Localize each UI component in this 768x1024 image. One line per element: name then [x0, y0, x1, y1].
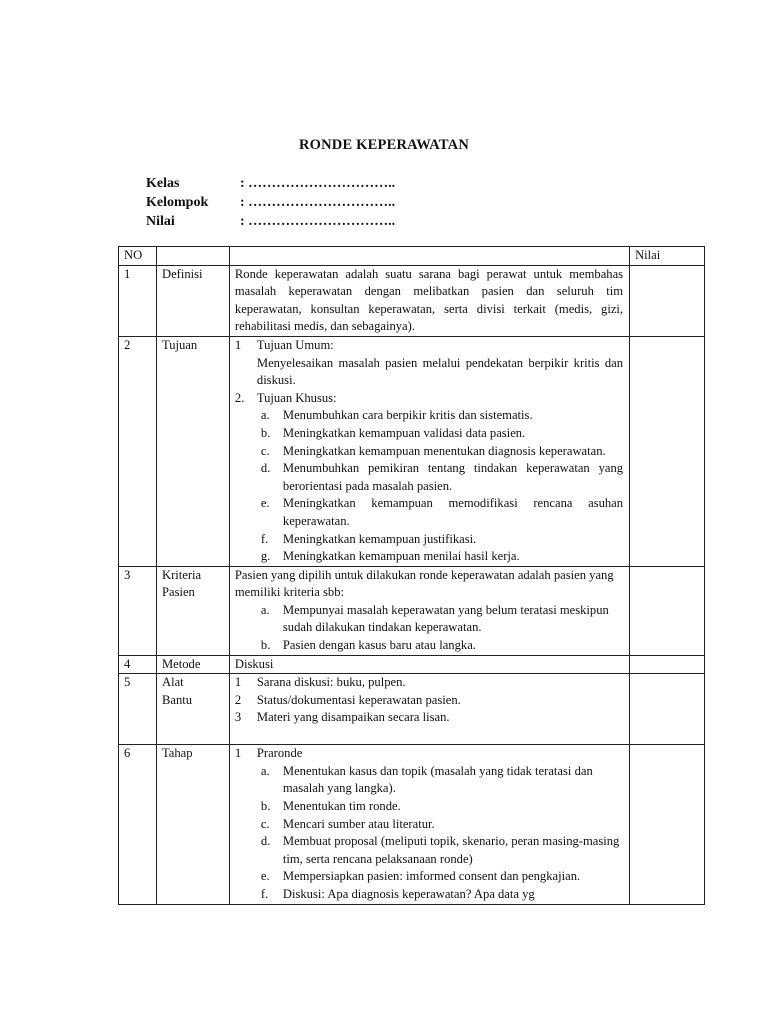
item-text: Mempersiapkan pasien: imformed consent dan pengkajian. [282, 869, 581, 884]
list-item [235, 709, 623, 727]
table-row-alat-bantu [119, 674, 705, 745]
ronde-table [118, 246, 705, 905]
nilai-cell[interactable] [630, 336, 705, 566]
item-text: Menentukan tim ronde. [282, 799, 401, 814]
row-number: 2 [119, 336, 157, 566]
item-text: Meningkatkan kemampuan menilai hasil kerja. [282, 549, 520, 564]
alat-content [229, 674, 629, 745]
item-text: Sarana diskusi: buku, pulpen. [256, 675, 406, 690]
item-number: 3 [234, 710, 242, 725]
row-label-line: Alat [161, 675, 184, 690]
list-item [235, 692, 623, 710]
identity-block [146, 174, 395, 231]
list-item [235, 531, 623, 549]
item-letter: b. [260, 425, 271, 440]
item-number: 2. [234, 390, 245, 405]
list-item [235, 407, 623, 425]
list-item [235, 868, 623, 886]
item-letter: f. [260, 887, 269, 901]
table-row-metode [119, 655, 705, 674]
item-letter: g. [260, 549, 271, 564]
list-item [235, 745, 623, 763]
tujuan-content [229, 336, 629, 566]
item-letter: a. [260, 763, 270, 778]
row-label [156, 566, 229, 655]
item-text: Menumbuhkan pemikiran tentang tindakan keperawatan yang berorientasi pada masalah pasien. [282, 461, 624, 493]
item-text: Pasien dengan kasus baru atau langka. [282, 638, 476, 653]
list-item [235, 816, 623, 834]
list-item [235, 886, 623, 904]
item-text: Meningkatkan kemampuan validasi data pasien. [282, 425, 526, 440]
item-text: Mempunyai masalah keperawatan yang belum teratasi meskipun sudah dilakukan tindakan keperawatan. [282, 602, 609, 635]
row-number: 3 [119, 566, 157, 655]
item-text: Tujuan Umum: [256, 337, 334, 352]
item-text: Membuat proposal (meliputi topik, skenario, peran masing-masing tim, serta rencana pelaksanaan ronde) [282, 834, 620, 866]
row-label-line: Kriteria [161, 567, 202, 582]
nilai-value: : ………………………….. [240, 214, 396, 229]
item-text: Meningkatkan kemampuan menentukan diagnosis keperawatan. [282, 443, 606, 458]
item-text: Mencari sumber atau literatur. [282, 816, 435, 831]
item-letter: c. [260, 816, 270, 831]
item-letter: b. [260, 799, 271, 814]
metode-text: Diskusi [229, 655, 629, 674]
item-text: Diskusi: Apa diagnosis keperawatan? Apa data yg [282, 887, 535, 901]
item-letter: a. [260, 408, 270, 423]
item-text: Menentukan kasus dan topik (masalah yang tidak teratasi dan masalah yang langka). [282, 763, 593, 796]
item-text: Menumbuhkan cara berpikir kritis dan sistematis. [282, 408, 533, 423]
item-letter: b. [260, 638, 271, 653]
item-letter: a. [260, 602, 270, 617]
item-text: Praronde [256, 746, 303, 761]
list-item [235, 548, 623, 566]
item-text: Materi yang disampaikan secara lisan. [256, 710, 450, 725]
list-item [235, 337, 623, 355]
kelas-label: Kelas [146, 176, 180, 191]
list-item [235, 443, 623, 461]
item-letter: d. [260, 461, 271, 476]
row-label: Tahap [156, 745, 229, 904]
table-row-tahap [119, 745, 705, 904]
list-item [235, 460, 623, 495]
list-item [235, 425, 623, 443]
kelompok-value: : ………………………….. [240, 195, 396, 210]
row-number: 1 [119, 265, 157, 336]
list-item [235, 763, 623, 798]
list-item [235, 798, 623, 816]
header-nilai: Nilai [630, 247, 705, 266]
row-number: 5 [119, 674, 157, 745]
list-item [235, 602, 623, 637]
row-label [156, 674, 229, 745]
table-row-kriteria [119, 566, 705, 655]
item-letter: e. [260, 869, 270, 884]
item-letter: f. [260, 531, 269, 546]
info-row-kelompok [146, 193, 395, 212]
item-number: 1 [234, 337, 242, 352]
row-label-line: Bantu [161, 692, 193, 707]
nilai-cell[interactable] [630, 566, 705, 655]
kelompok-label: Kelompok [146, 195, 209, 210]
nilai-cell[interactable] [630, 655, 705, 674]
item-letter: e. [260, 496, 270, 511]
list-item [235, 637, 623, 655]
info-row-kelas [146, 174, 395, 193]
header-label [156, 247, 229, 266]
header-content [229, 247, 629, 266]
item-number: 2 [234, 692, 242, 707]
item-letter: d. [260, 834, 271, 849]
row-number: 4 [119, 655, 157, 674]
kelas-value: : ………………………….. [240, 176, 396, 191]
item-text: Tujuan Khusus: [256, 390, 337, 405]
item-text: Meningkatkan kemampuan justifikasi. [282, 531, 477, 546]
list-item [235, 495, 623, 530]
nilai-cell[interactable] [630, 674, 705, 745]
item-number: 1 [234, 675, 242, 690]
kriteria-intro: Pasien yang dipilih untuk dilakukan ronde keperawatan adalah pasien yang memiliki kriteria sbb: [234, 567, 614, 600]
definisi-text: Ronde keperawatan adalah suatu sarana bagi perawat untuk membahas masalah keperawatan dengan melibatkan pasien dan seluruh tim keperawatan, konsultan keperawatan, serta divisi terkait (medis, gizi, rehabilitasi medis, dan sebagainya). [229, 265, 629, 336]
header-no: NO [119, 247, 157, 266]
list-item [235, 833, 623, 868]
page-title: RONDE KEPERAWATAN [298, 137, 470, 153]
item-text: Meningkatkan kemampuan memodifikasi rencana asuhan keperawatan. [282, 496, 624, 528]
table-header-row [119, 247, 705, 266]
list-item [235, 390, 623, 408]
nilai-cell[interactable] [630, 745, 705, 904]
info-row-nilai [146, 212, 395, 231]
tahap-content [229, 745, 629, 904]
row-label-line: Pasien [161, 585, 195, 600]
item-text: Status/dokumentasi keperawatan pasien. [256, 692, 461, 707]
row-label: Definisi [156, 265, 229, 336]
item-number: 1 [234, 746, 242, 761]
item-letter: c. [260, 443, 270, 458]
row-label: Tujuan [156, 336, 229, 566]
kriteria-content [229, 566, 629, 655]
nilai-cell[interactable] [630, 265, 705, 336]
table-row-definisi [119, 265, 705, 336]
list-item [235, 674, 623, 692]
nilai-label: Nilai [146, 214, 175, 229]
row-number: 6 [119, 745, 157, 904]
row-label: Metode [156, 655, 229, 674]
tujuan-umum-text: Menyelesaikan masalah pasien melalui pendekatan berpikir kritis dan diskusi. [256, 355, 624, 388]
table-row-tujuan [119, 336, 705, 566]
